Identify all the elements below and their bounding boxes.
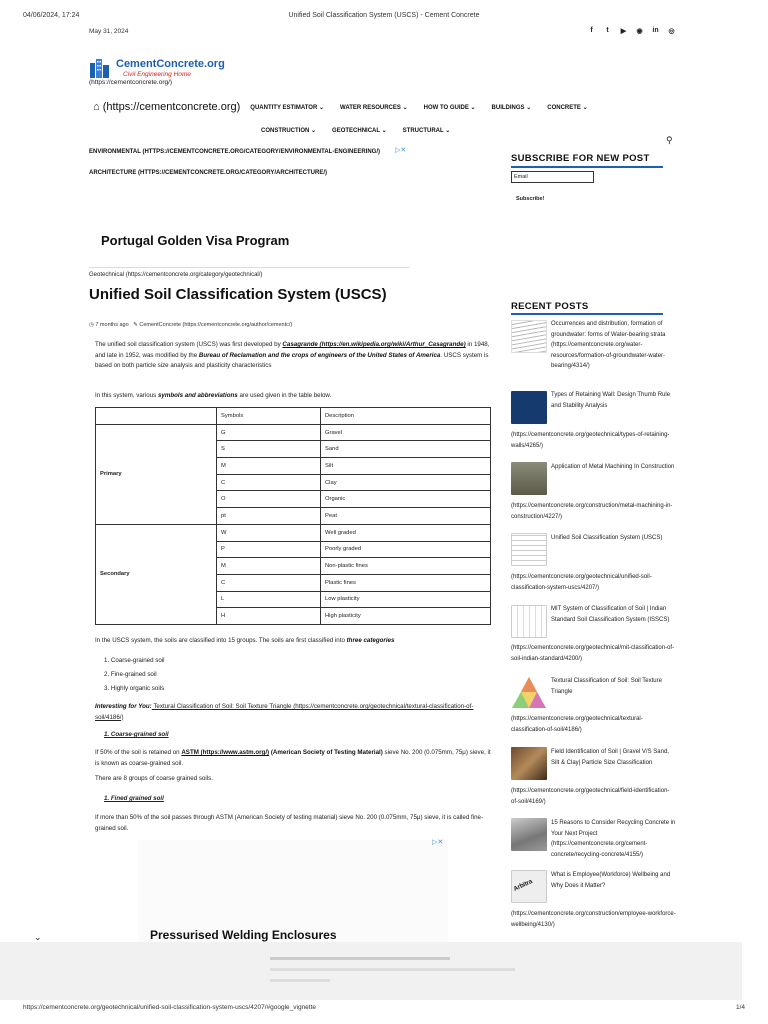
post-title[interactable]: 15 Reasons to Consider Recycling Concrete in Your Next Project (https://cementconcrete.org/cement-concrete/recycling-concrete/4155/) <box>551 818 676 860</box>
print-header <box>23 12 745 22</box>
post-title[interactable]: What is Employee(Workforce) Wellbeing and Why Does it Matter? <box>551 872 671 889</box>
fine-heading-label: 1. Fined grained soil <box>104 795 164 802</box>
coarse-heading <box>104 728 169 742</box>
post-url[interactable]: (https://cementconcrete.org/construction/metal-machining-in-construction/4227/) <box>511 503 673 520</box>
top-date: May 31, 2024 <box>89 28 129 35</box>
nav-home[interactable] <box>93 101 240 113</box>
categories-list <box>104 654 165 696</box>
table-cell: P <box>217 541 321 558</box>
table-cell: Low plasticity <box>321 591 491 608</box>
table-cell: O <box>217 491 321 508</box>
table-cell: Gravel <box>321 424 491 441</box>
post-thumbnail[interactable] <box>511 320 547 353</box>
subscribe-heading: SUBSCRIBE FOR NEW POST <box>511 153 650 164</box>
post-title[interactable]: Unified Soil Classification System (USCS) <box>551 535 663 541</box>
main-nav-row2 <box>261 127 466 134</box>
symbols-paragraph: In this system, various symbols and abbreviations are used given in the table below. <box>95 392 332 399</box>
table-cell: pt <box>217 508 321 525</box>
post-url[interactable]: (https://cementconcrete.org/construction/employee-workforce-wellbeing/4130/) <box>511 911 676 928</box>
post-url[interactable]: (https://cementconcrete.org/water-resources/formation-of-groundwater-water-bearing/4314/) <box>551 342 666 369</box>
table-cell: C <box>217 474 321 491</box>
page-title: Unified Soil Classification System (USCS) <box>89 286 387 303</box>
post-url[interactable]: (https://cementconcrete.org/geotechnical/field-identification-of-soil/4169/) <box>511 788 670 805</box>
breadcrumb[interactable]: Geotechnical (https://cementconcrete.org/category/geotechnical/) <box>89 272 263 278</box>
table-cell: Well graded <box>321 524 491 541</box>
list-item: 2. Fine-grained soil <box>104 671 157 678</box>
nav-environmental[interactable]: ENVIRONMENTAL (HTTPS://CEMENTCONCRETE.ORG/CATEGORY/ENVIRONMENTAL-ENGINEERING/) <box>89 149 381 155</box>
post-title[interactable]: Textural Classification of Soil: Soil Texture Triangle <box>551 678 662 695</box>
post-thumbnail[interactable] <box>511 533 547 566</box>
post-time: 7 months ago <box>95 322 129 328</box>
post-url[interactable]: (https://cementconcrete.org/geotechnical/types-of-retaining-walls/4265/) <box>511 432 670 449</box>
table-cell: S <box>217 441 321 458</box>
post-meta <box>89 322 292 328</box>
coarse-heading-label: 1. Coarse-grained soil <box>104 731 169 738</box>
logo-tagline: Civil Engineering Home <box>123 71 191 78</box>
list-item: 1. Coarse-grained soil <box>104 657 165 664</box>
post-url[interactable]: (https://cementconcrete.org/geotechnical/unified-soil-classification-system-uscs/4207/) <box>511 574 652 591</box>
post-url[interactable]: (https://cementconcrete.org/cement-concrete/recycling-concrete/4155/) <box>551 841 648 858</box>
ad-choices-icon-2[interactable]: ▷✕ <box>432 839 444 846</box>
casagrande-link[interactable]: Casagrande (https://en.wikipedia.org/wiki/Arthur_Casagrande) <box>282 341 466 348</box>
nav-buildings[interactable]: BUILDINGS ⌄ <box>491 104 532 111</box>
table-cell: High plasticity <box>321 608 491 625</box>
print-page-number: 1/4 <box>735 1004 745 1011</box>
post-title[interactable]: Field Identification of Soil | Gravel V/S Sand, Silt & Clay| Particle Size Classification <box>551 749 669 766</box>
groups8-paragraph: There are 8 groups of coarse grained soils. <box>95 775 213 782</box>
divider <box>89 267 410 268</box>
fine-heading <box>104 792 164 806</box>
post-title[interactable]: Occurrences and distribution, formation of groundwater: forms of Water-bearing strata (https://cementconcrete.org/water-resources/formation-of-groundwater-water-bearing/4314/) <box>551 319 676 372</box>
table-cell: Organic <box>321 491 491 508</box>
nav-water-resources[interactable]: WATER RESOURCES ⌄ <box>340 104 408 111</box>
table-cell: Peat <box>321 508 491 525</box>
group-secondary: Secondary <box>96 524 217 624</box>
table-row <box>96 424 491 441</box>
recent-posts-underline <box>511 313 663 315</box>
post-thumbnail[interactable] <box>511 605 547 638</box>
table-header-empty <box>96 408 217 425</box>
table-cell: G <box>217 424 321 441</box>
chevron-down-icon[interactable]: ⌄ <box>34 932 42 942</box>
table-cell: M <box>217 558 321 575</box>
arbitration-graphic: Arbitra <box>512 878 534 893</box>
nav-how-to-guide[interactable]: HOW TO GUIDE ⌄ <box>423 104 476 111</box>
nav-home-label: (https://cementconcrete.org) <box>102 101 241 113</box>
table-cell: Non-plastic fines <box>321 558 491 575</box>
print-datetime: 04/06/2024, 17:24 <box>23 12 80 19</box>
table-cell: Clay <box>321 474 491 491</box>
interesting-paragraph: Interesting for You: Textural Classification of Soil: Soil Texture Triangle (https://cementconcrete.org/geotechnical/textural-classification-of-soil/4186/) <box>95 703 474 721</box>
table-header-symbols: Symbols <box>217 408 321 425</box>
email-field[interactable]: Email <box>511 171 594 183</box>
clock-icon: ◷ <box>89 322 94 328</box>
nav-architecture[interactable]: ARCHITECTURE (HTTPS://CEMENTCONCRETE.ORG/CATEGORY/ARCHITECTURE/) <box>89 170 327 176</box>
facebook-icon[interactable]: f <box>590 27 593 34</box>
ad-banner-title[interactable]: Portugal Golden Visa Program <box>101 233 290 248</box>
logo-url[interactable]: (https://cementconcrete.org/) <box>89 79 173 86</box>
home-icon: ⌂ <box>93 101 100 113</box>
subscribe-underline <box>511 166 663 168</box>
twitter-icon[interactable]: t <box>606 27 609 34</box>
table-cell: Sand <box>321 441 491 458</box>
table-cell: C <box>217 574 321 591</box>
search-icon[interactable]: ⚲ <box>666 135 673 145</box>
print-title: Unified Soil Classification System (USCS) - Cement Concrete <box>288 12 480 19</box>
group-primary: Primary <box>96 424 217 524</box>
author-icon: ✎ <box>133 322 138 328</box>
post-url[interactable]: (https://cementconcrete.org/geotechnical/textural-classification-of-soil/4186/) <box>511 716 643 733</box>
post-author[interactable]: CementConcrete (https://cementconcrete.org/author/cementc/) <box>139 322 293 328</box>
coarse-paragraph: If 50% of the soil is retained on ASTM (https://www.astm.org/) (American Society of Testing Material) sieve No. 200 (0.075mm, 75μ) sieve, it is known as coarse-grained soil. <box>95 749 491 767</box>
ad-banner-2-title[interactable]: Pressurised Welding Enclosures <box>150 928 337 942</box>
table-cell: L <box>217 591 321 608</box>
post-thumbnail[interactable] <box>511 676 547 709</box>
nav-structural[interactable]: STRUCTURAL ⌄ <box>402 128 451 134</box>
post-url[interactable]: (https://cementconcrete.org/geotechnical/mit-classification-of-soil-indian-standard/4200/) <box>511 645 675 662</box>
astm-link[interactable]: ASTM (https://www.astm.org/) <box>181 749 270 756</box>
bottom-ad-placeholder <box>270 953 520 982</box>
youtube-icon[interactable]: ▶ <box>620 28 627 35</box>
table-cell: M <box>217 458 321 475</box>
reddit-icon[interactable]: ◉ <box>636 28 643 35</box>
textural-classification-link[interactable]: Textural Classification of Soil: Soil Texture Triangle (https://cementconcrete.org/geotechnical/textural-classification-of-soil/4186/) <box>95 703 474 721</box>
nav-construction[interactable]: CONSTRUCTION ⌄ <box>261 128 317 134</box>
symbols-table <box>95 407 491 625</box>
table-cell: Poorly graded <box>321 541 491 558</box>
post-title[interactable]: Types of Retaining Wall: Design Thumb Rule and Stability Analysis <box>551 392 671 409</box>
recent-posts-heading: RECENT POSTS <box>511 301 589 312</box>
main-nav <box>93 101 604 113</box>
social-links <box>588 27 675 35</box>
post-thumbnail[interactable] <box>511 818 547 851</box>
groups-paragraph: In the USCS system, the soils are classified into 15 groups. The soils are first classified into three categories <box>95 637 395 644</box>
nav-quantity-estimator[interactable]: QUANTITY ESTIMATOR ⌄ <box>250 104 324 111</box>
logo-name: CementConcrete.org <box>116 58 225 70</box>
table-header-description: Description <box>321 408 491 425</box>
table-row <box>96 524 491 541</box>
pinterest-icon[interactable]: ◎ <box>668 28 675 35</box>
table-header-row <box>96 408 491 425</box>
post-title[interactable]: Application of Metal Machining In Construction <box>551 464 675 470</box>
subscribe-button[interactable]: Subscribe! <box>516 196 545 202</box>
table-cell: Silt <box>321 458 491 475</box>
post-thumbnail[interactable] <box>511 462 547 495</box>
table-cell: H <box>217 608 321 625</box>
linkedin-icon[interactable]: in <box>652 27 659 34</box>
post-thumbnail[interactable] <box>511 391 547 424</box>
list-item: 3. Highly organic soils <box>104 685 165 692</box>
nav-concrete[interactable]: CONCRETE ⌄ <box>547 104 588 111</box>
table-cell: W <box>217 524 321 541</box>
post-thumbnail[interactable] <box>511 747 547 780</box>
intro-paragraph: The unified soil classification system (USCS) was first developed by Casagrande (https://en.wikipedia.org/wiki/Arthur_Casagrande) in 1948, and late in 1952, was modified by the Bureau of Reclamation and the crops of engineers of the United States of America. USCS system is based on both particle size analysis and plasticity characteristics <box>95 341 490 369</box>
nav-geotechnical[interactable]: GEOTECHNICAL ⌄ <box>332 128 387 134</box>
post-thumbnail[interactable] <box>511 870 547 903</box>
ad-choices-icon[interactable]: ▷✕ <box>395 147 407 154</box>
table-cell: Plastic fines <box>321 574 491 591</box>
buildings-icon <box>89 57 111 79</box>
fine-paragraph: If more than 50% of the soil passes through ASTM (American Society of testing material) sieve No. 200 (0.075mm, 75μ) sieve, it is called fine-grained soil. <box>95 814 484 832</box>
print-footer <box>23 1004 745 1011</box>
post-title[interactable]: MIT System of Classification of Soil | Indian Standard Soil Classification System (ISSCS) <box>551 606 670 623</box>
print-footer-url: https://cementconcrete.org/geotechnical/unified-soil-classification-system-uscs/4207/#google_vignette <box>23 1004 317 1011</box>
